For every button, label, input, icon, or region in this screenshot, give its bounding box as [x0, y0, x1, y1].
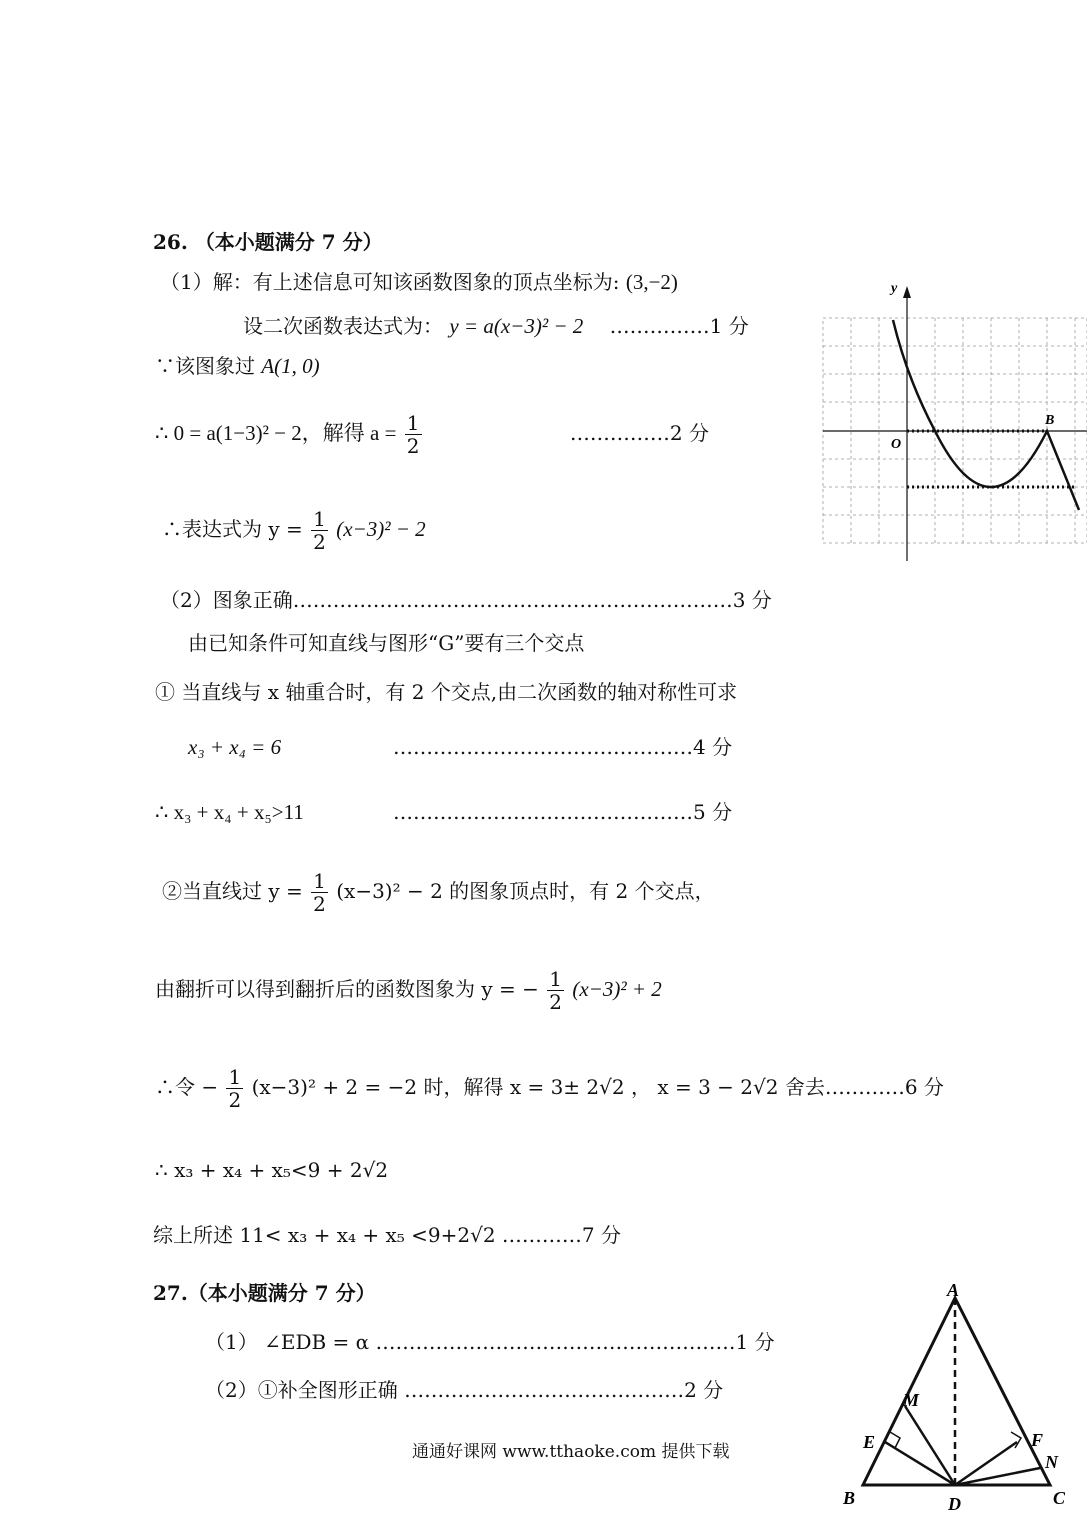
page-footer: 通通好课网 www.tthaoke.com 提供下载 — [412, 1442, 730, 1462]
q26-summary: 综上所述 11< x₃ + x₄ + x₅ <9+2√2 …………7 分 — [153, 1223, 621, 1247]
label-c: C — [1053, 1488, 1066, 1508]
q26-solve-a: ∴ 0 = a(1−3)² − 2，解得 a = $\frac{1}{2}$ ……………2 分 — [155, 411, 709, 458]
q26-case1-eq: x₃ + x₄ = 6 ………………………………………4 分 — [188, 735, 733, 759]
q26-pass-point: ∵该图象过 A(1, 0) — [155, 354, 320, 378]
q26-case2: ②当直线过 y = $\frac{1}{2}$ (x−3)² − 2 的图象顶点时，有 2 个交点， — [162, 869, 715, 916]
q26-heading: 26. （本小题满分 7 分） — [153, 230, 383, 254]
q26-fold: 由翻折可以得到翻折后的函数图象为 y = − $\frac{1}{2}$ (x−3)² + 2 — [155, 967, 662, 1014]
label-b: B — [843, 1488, 856, 1508]
label-a: A — [947, 1280, 960, 1300]
label-f: F — [1031, 1430, 1044, 1450]
q27-part1: （1） ∠EDB = α ………………………………………………1 分 — [205, 1330, 775, 1354]
q26-case2-conclusion: ∴ x₃ + x₄ + x₅<9 + 2√2 — [155, 1158, 389, 1182]
parabola-graph — [815, 278, 1087, 563]
q26-condition: 由已知条件可知直线与图形“G”要有三个交点 — [188, 631, 585, 655]
graph-point-b-label: B — [1045, 413, 1055, 428]
q27-part2: （2）①补全图形正确 ……………………………………2 分 — [205, 1378, 724, 1402]
q26-part2-line: （2）图象正确…………………………………………………………3 分 — [160, 588, 772, 612]
q26-expression: ∴表达式为 y = $\frac{1}{2}$ (x−3)² − 2 — [162, 507, 426, 554]
label-n: N — [1045, 1452, 1058, 1472]
q26-case1-conclusion: ∴ x₃ + x₄ + x₅>11 ………………………………………5 分 — [155, 800, 733, 824]
q26-part1-intro: （1）解：有上述信息可知该函数图象的顶点坐标为: (3,−2) — [160, 270, 678, 294]
q26-solve: ∴令 − $\frac{1}{2}$ (x−3)² + 2 = −2 时，解得 x = 3± 2√2 ， x = 3 − 2√2 舍去…………6 分 — [155, 1065, 944, 1112]
label-m: M — [903, 1390, 920, 1410]
label-e: E — [863, 1432, 876, 1452]
q27-heading: 27.（本小题满分 7 分） — [153, 1281, 376, 1305]
label-d: D — [948, 1494, 961, 1514]
graph-y-label: y — [891, 281, 898, 296]
q26-set-expression: 设二次函数表达式为： y = a(x−3)² − 2 ……………1 分 — [243, 314, 749, 338]
graph-origin-label: O — [891, 437, 902, 452]
q26-case1: ① 当直线与 x 轴重合时，有 2 个交点,由二次函数的轴对称性可求 — [155, 680, 738, 704]
triangle-figure — [835, 1278, 1087, 1536]
